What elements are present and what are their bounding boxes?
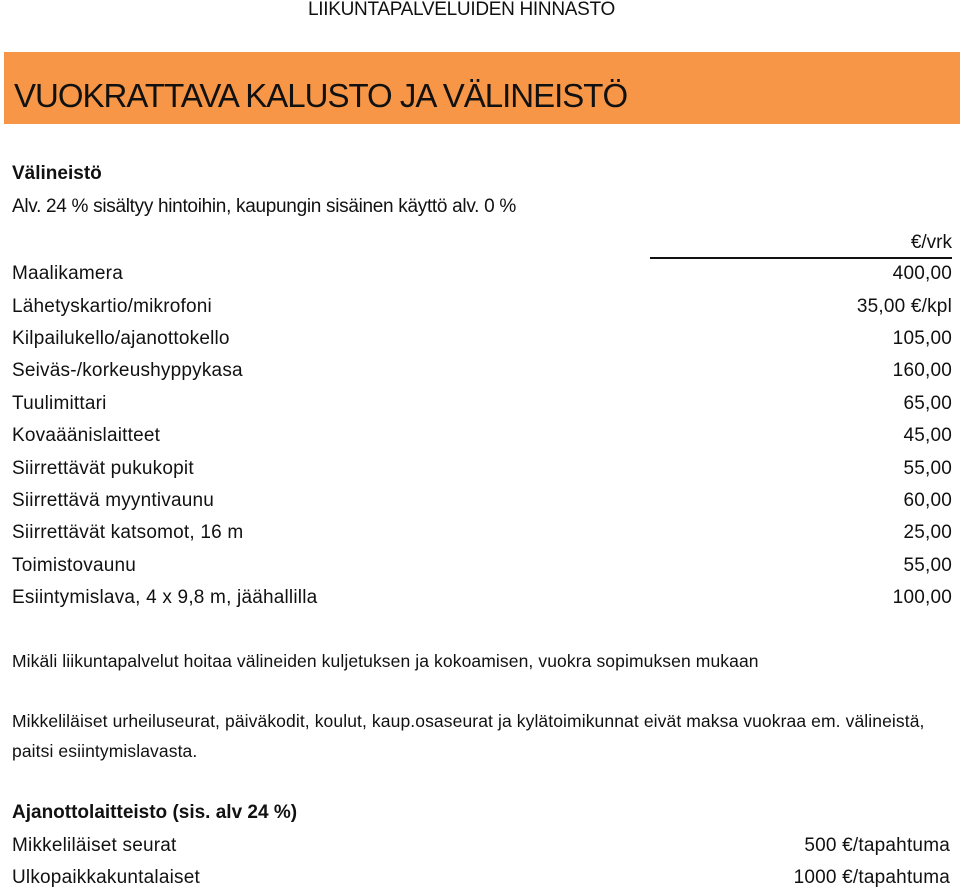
price-row	[12, 388, 952, 420]
price-row	[12, 258, 952, 290]
item-price: 60,00	[903, 489, 952, 511]
document-header: LIIKUNTAPALVELUIDEN HINNASTO	[308, 0, 615, 20]
item-price: 65,00	[903, 392, 952, 414]
item-price: 1000 €/tapahtuma	[793, 867, 950, 888]
item-name: Kilpailukello/ajanottokello	[12, 327, 230, 349]
banner-title: VUOKRATTAVA KALUSTO JA VÄLINEISTÖ	[14, 77, 628, 114]
price-row	[12, 862, 950, 894]
item-name: Tuulimittari	[12, 392, 107, 414]
equipment-section-title: Välineistö	[12, 163, 102, 184]
price-row	[12, 517, 952, 549]
free-use-note: Mikkeliläiset urheiluseurat, päiväkodit, koulut, kaup.osaseurat ja kylätoimikunnat eivät maksa vuokraa em. välineistä, paitsi esiintymislavasta.	[12, 711, 925, 761]
item-name: Esiintymislava, 4 x 9,8 m, jäähallilla	[12, 587, 318, 609]
equipment-price-list	[12, 258, 952, 614]
item-name: Seiväs-/korkeushyppykasa	[12, 360, 243, 382]
item-price: 500 €/tapahtuma	[804, 835, 950, 856]
price-row	[12, 830, 950, 862]
item-name: Kovaäänislaitteet	[12, 425, 161, 447]
price-row	[12, 582, 952, 614]
timing-price-list	[12, 830, 950, 894]
item-price: 45,00	[903, 425, 952, 447]
transport-note: Mikäli liikuntapalvelut hoitaa välineiden kuljetuksen ja kokoamisen, vuokra sopimuksen mukaan	[12, 651, 759, 671]
price-row	[12, 355, 952, 387]
price-row	[12, 290, 952, 322]
item-price: 105,00	[892, 327, 952, 349]
price-row	[12, 485, 952, 517]
item-price: 25,00	[903, 522, 952, 544]
item-price: 35,00 €/kpl	[856, 295, 952, 317]
item-price: 400,00	[892, 263, 952, 285]
price-row	[12, 420, 952, 452]
item-name: Siirrettävä myyntivaunu	[12, 489, 215, 511]
timing-section-title: Ajanottolaitteisto (sis. alv 24 %)	[12, 802, 298, 823]
section-banner	[4, 52, 960, 124]
vat-note: Alv. 24 % sisältyy hintoihin, kaupungin sisäinen käyttö alv. 0 %	[12, 196, 516, 217]
price-row	[12, 452, 952, 484]
item-name: Ulkopaikkakuntalaiset	[12, 867, 200, 888]
unit-header: €/vrk	[650, 232, 952, 259]
price-row	[12, 550, 952, 582]
item-price: 100,00	[892, 587, 952, 609]
item-price: 160,00	[892, 360, 952, 382]
item-name: Siirrettävät pukukopit	[12, 457, 194, 479]
item-name: Toimistovaunu	[12, 554, 137, 576]
item-name: Siirrettävät katsomot, 16 m	[12, 522, 244, 544]
item-name: Maalikamera	[12, 263, 123, 285]
item-name: Lähetyskartio/mikrofoni	[12, 295, 212, 317]
item-price: 55,00	[903, 554, 952, 576]
item-name: Mikkeliläiset seurat	[12, 835, 177, 856]
price-row	[12, 323, 952, 355]
item-price: 55,00	[903, 457, 952, 479]
